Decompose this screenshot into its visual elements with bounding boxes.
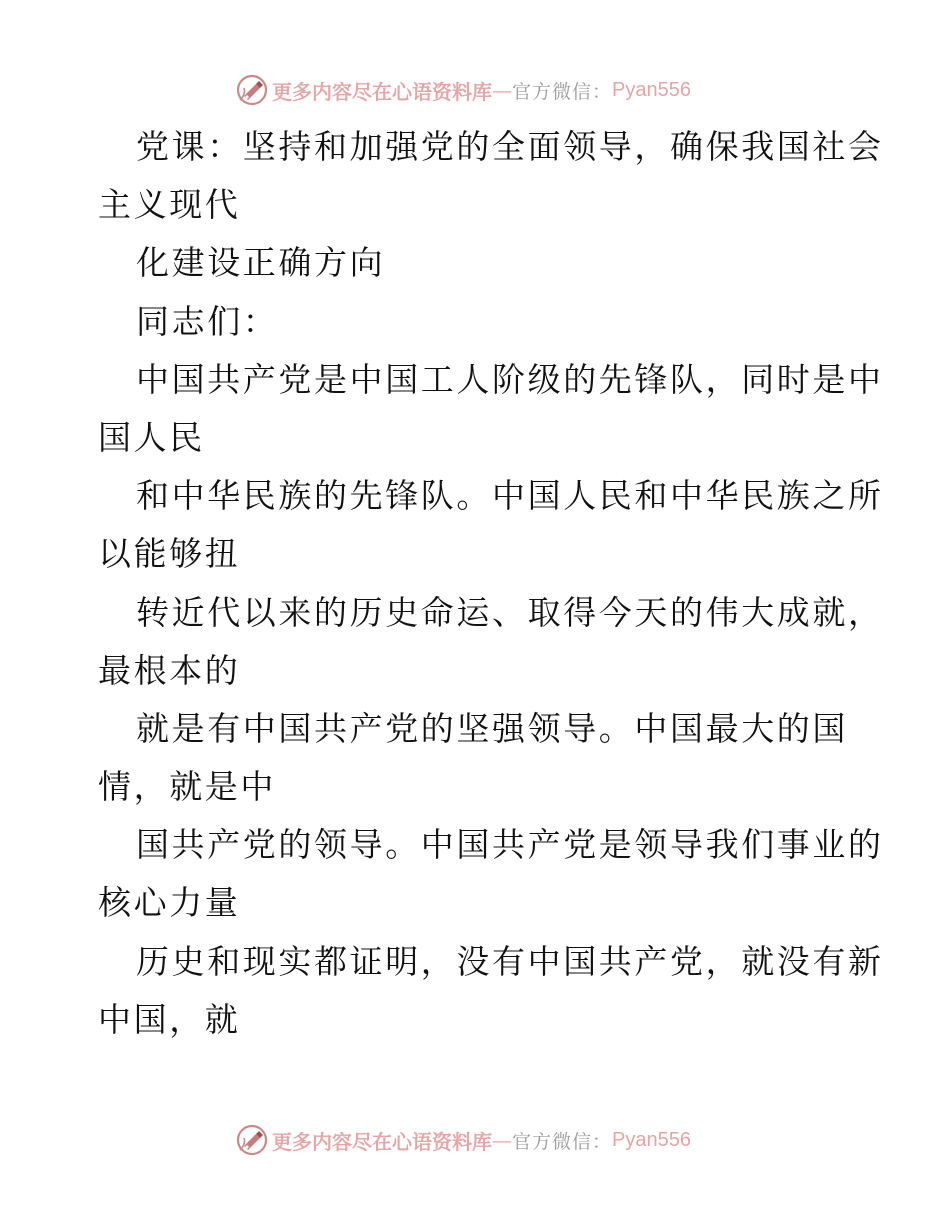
footer-watermark-banner	[236, 1122, 691, 1158]
banner-dash: —	[492, 1128, 512, 1152]
banner-wechat-id: Pyan556	[612, 78, 691, 101]
text-line: 转近代以来的历史命运、取得今天的伟大成就，	[136, 592, 884, 632]
text-line: 化建设正确方向	[136, 243, 386, 283]
pen-nib-logo-icon	[236, 1124, 268, 1156]
text-line: 情，就是中	[98, 767, 276, 807]
text-line: 就是有中国共产党的坚强领导。中国最大的国	[136, 708, 848, 748]
banner-wechat-id: Pyan556	[612, 1128, 691, 1151]
banner-main-text: 更多内容尽在心语资料库	[272, 79, 492, 104]
document-body	[98, 118, 884, 1049]
text-line: 国人民	[98, 417, 205, 457]
banner-dash: —	[492, 78, 512, 102]
text-line: 中国，就	[98, 999, 241, 1039]
text-line: 国共产党的领导。中国共产党是领导我们事业的	[136, 825, 884, 865]
text-line: 党课：坚持和加强党的全面领导，确保我国社会	[136, 127, 884, 166]
text-line: 以能够扭	[98, 534, 241, 574]
text-line: 和中华民族的先锋队。中国人民和中华民族之所	[136, 476, 884, 516]
text-line: 同志们：	[136, 301, 279, 341]
text-line: 历史和现实都证明，没有中国共产党，就没有新	[136, 941, 884, 981]
text-line: 最根本的	[98, 650, 241, 690]
header-watermark-banner	[236, 72, 691, 108]
pen-nib-logo-icon	[236, 74, 268, 106]
banner-main-text: 更多内容尽在心语资料库	[272, 1129, 492, 1154]
banner-wechat-label: 官方微信：	[512, 80, 613, 103]
text-line: 中国共产党是中国工人阶级的先锋队，同时是中	[136, 359, 884, 399]
banner-wechat-label: 官方微信：	[512, 1130, 613, 1153]
text-line: 核心力量	[98, 883, 241, 923]
text-line: 主义现代	[98, 185, 241, 225]
